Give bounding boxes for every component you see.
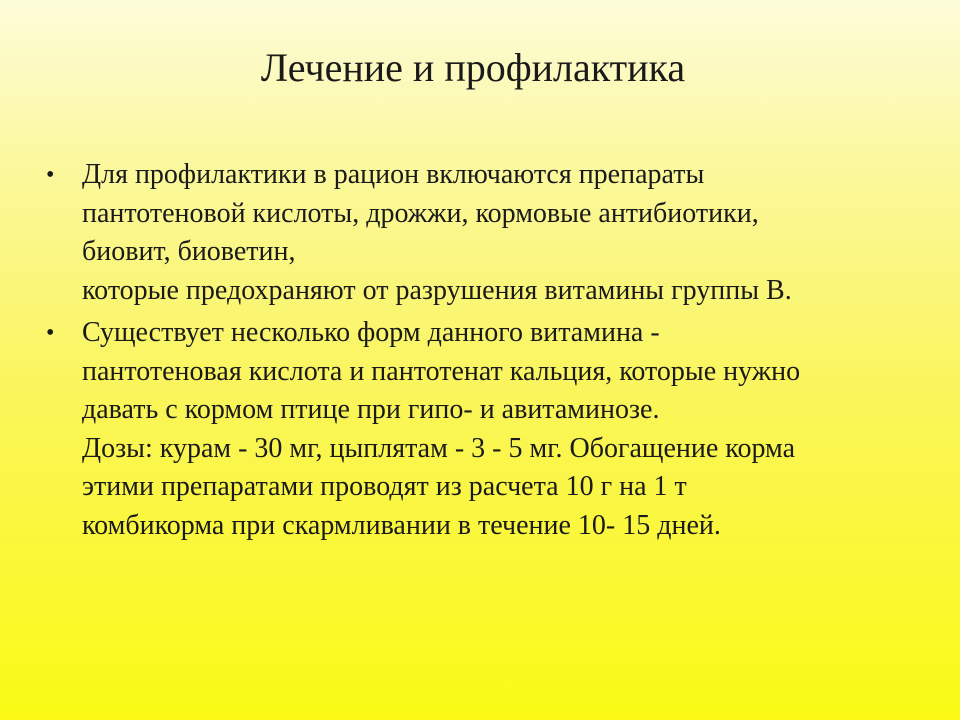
bullet-text-line: Для профилактики в рацион включаются препараты <box>82 159 705 190</box>
bullet-item-vitamin-forms <box>42 314 922 545</box>
bullet-item-prophylaxis <box>42 156 922 310</box>
bullet-icon: • <box>46 162 55 188</box>
bullet-text-line: пантотеновая кислота и пантотенат кальция, которые нужно <box>82 355 801 387</box>
bullet-text-line: Существует несколько форм данного витамина - <box>82 317 660 348</box>
bullet-text-line: пантотеновой кислоты, дрожжи, кормовые антибиотики, <box>82 197 759 229</box>
bullet-text-line: биовит, биоветин, <box>82 236 296 267</box>
slide-title: Лечение и профилактика <box>260 45 686 90</box>
bullet-text-line: которые предохраняют от разрушения витамины группы В. <box>82 274 792 306</box>
bullet-text-line: комбикорма при скармливании в течение 10- 15 дней. <box>82 509 721 541</box>
bullet-text-line: этими препаратами проводят из расчета 10 г на 1 т <box>82 471 687 502</box>
bullet-list <box>42 156 922 549</box>
bullet-text-line: Дозы: курам - 30 мг, цыплятам - 3 - 5 мг. Обогащение корма <box>82 432 796 464</box>
bullet-text-line: давать с кормом птице при гипо- и авитаминозе. <box>82 394 660 425</box>
bullet-icon: • <box>46 320 55 346</box>
